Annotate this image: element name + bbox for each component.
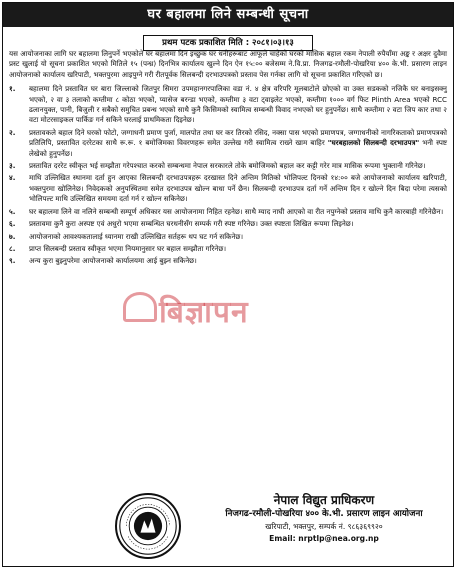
list-item (9, 161, 447, 171)
seal-graphic (117, 495, 179, 557)
subtitle-wrap (3, 30, 453, 46)
item-text: माथि उल्लिखित स्थानमा दर्ता हुन आएका सिलबन्दी दरभाउपत्रहरू दरखास्त दिने अन्तिम मितिको भोलिपल्ट दिनको १४:०० बजे आयोजनाको कार्यालय खरिपाटी, भक्तपुरमा खोलिनेछ। निवेदकको अनुपस्थितमा समेत दरभाउपत्र खोल्न बाधा पर्ने छैन। सिलबन्दी दरभाउपत्र दर्ता गर्ने अन्तिम दिन र खोल्ने दिन बिदा परेमा त्यसको भोलिपल्ट माथि उल्लिखित समयमा दर्ता गर्न र खोल्न सकिनेछ। (29, 173, 447, 204)
conditions-list (3, 84, 453, 267)
notice (2, 2, 454, 567)
list-item (9, 256, 447, 266)
contact-email: Email: nrptlp@nea.org.np (269, 534, 379, 543)
item-number: ६. (9, 219, 16, 229)
item-text: प्राप्त सिलबन्दी प्रस्ताव स्वीकृत भएमा नियमानुसार घर बहाल सम्झौता गरिनेछ। (29, 243, 227, 253)
list-item (9, 173, 447, 204)
list-item (9, 219, 447, 229)
item-text: प्रस्तावकले बहाल दिने घरको फोटो, जग्गाधनी प्रमाण पुर्जा, मालपोत तथा घर कर तिरको रसिद, नक्सा पास भएको प्रमाणपत्र, जग्गाधनीको नागरिकताको प्रमाणपत्रको प्रतिलिपि, प्रस्तावित दररेटका साथै रू.रू. १ बमोजिमका विवरणहरू समेत उल्लेख गरी स्वामित्व राख्ने खाम बाहिर (29, 127, 447, 148)
item-text-tail: भनी स्पष्ट लेखेको हुनुपर्नेछ। (29, 138, 447, 158)
item-number: ८. (9, 243, 16, 253)
organization-name: नेपाल विद्युत प्राधिकरण (273, 493, 375, 507)
item-text: आयोजनाको आवश्यकतालाई ध्यानमा राखी उल्लिखित सर्तहरू थप घट गर्न सकिनेछ। (29, 231, 244, 241)
office-address: खरिपाटी, भक्तपुर, सम्पर्क नं. ९८६३६९९२० (265, 522, 383, 531)
notice-title: घर बहालमा लिने सम्बन्धी सूचना (3, 3, 453, 27)
item-number: ४. (9, 173, 16, 183)
watermark: बिज्ञापन (159, 295, 249, 330)
item-text: प्रस्तावमा कुनै कुरा अस्पष्ट एवं अधुरो भएमा सम्बन्धित घरधनीसँग सम्पर्क गरी स्पष्ट गरिनेछ। उक्त स्पष्टता लिखित रूपमा लिइनेछ। (29, 219, 354, 229)
watermark-logo-icon (123, 292, 157, 322)
item-number: ९. (9, 256, 16, 266)
item-text: प्रस्तावित दररेट स्वीकृत भई सम्झौता गरेपश्चात करको सम्बन्धमा नेपाल सरकारले तोके बमोजिमको बहाल कर कट्टी गरेर मात्र मासिक रूपमा भुक्तानी गरिनेछ। (29, 161, 426, 171)
list-item (9, 84, 447, 126)
item-bold-label: "घरबहालको सिलबन्दी दरभाउपत्र" (327, 138, 420, 148)
project-name: निजगढ-रमौली-पोखरिया ४०० के.भी. प्रसारण लाइन आयोजना (225, 509, 423, 519)
item-text: घर बहालमा लिने वा नलिने सम्बन्धी सम्पूर्ण अधिकार यस आयोजनामा निहित रहनेछ। साथै म्याद नाघी आएको वा रीत नपुग्नेको प्रस्ताव माथि कुनै कारबाही गरिनेछैन। (29, 206, 444, 216)
list-item (9, 244, 447, 254)
list-item (9, 207, 447, 217)
item-text: अन्य कुरा बुझ्नुपरेमा आयोजनाको कार्यालयमा आई बुझ्न सकिनेछ। (29, 256, 197, 266)
item-number: १. (9, 84, 16, 94)
nea-seal-icon (115, 493, 181, 559)
footer (3, 491, 453, 567)
item-text: बहालमा दिने प्रस्तावित घर बारा जिल्लाको जितपुर सिमरा उपमहानगरपालिका वडा नं. ४ क्षेत्र वरिपरि मूलबाटोले छोएको वा उक्त सडकको नजिकै घर बनाइसक्नु भएको, २ वा ३ तलाको कम्तीमा ८ कोठा भएको, प्यासेज बरन्डा भएको, कम्तीमा ३ वटा ट्वाइलेट भएको, कम्तीमा १००० वर्ग फिट Plinth Area भएको RCC ढलानयुक्त, पानी, बिजुली र सबैको समुचित प्रबन्ध भएको साथै कुनै किसिमको स्वामित्व सम्बन्धी विवाद नभएको घर हुनुपर्नेछ। साथै कम्तीमा २ वटा जिप कार तथा २ वटा मोटरसाइकल पार्किङ गर्न सकिने घरलाई प्राथमिकता दिइनेछ। (29, 84, 447, 125)
intro-paragraph: यस आयोजनाका लागि घर बहालमा लिनुपर्ने भएकोले घर बहालमा दिन इच्छुक घर धनीहरूबाट आफूले चाहेको घरको मासिक बहाल रकम नेपाली रुपैयाँमा अङ्क र अक्षर दुवैमा प्रस्ट खुलाई यो सूचना प्रकाशित भएको मितिले १५ (पन्ध्र) दिनभित्र कार्यालय खुल्ने दिन ऐन १५:०० बजेसम्म ने.वि.प्रा. निजगढ-रमौली-पोखरिया ४०० के.भी. प्रसारण लाइन आयोजनाको कार्यालय खरिपाटी, भक्तपुरमा आइपुग्ने गरी रीतपूर्वक सिलबन्दी दरभाउपत्रको प्रस्ताव पेस गर्नका लागि यो सूचना प्रकाशित गरिएको छ। (9, 49, 447, 79)
item-number: ५. (9, 206, 16, 216)
item-number: ३. (9, 161, 16, 171)
publish-date: प्रथम पटक प्रकाशित मिति : २०८१।०३।१३ (143, 35, 313, 51)
list-item (9, 232, 447, 242)
organization-block (193, 493, 454, 545)
list-item (9, 128, 447, 159)
item-number: २. (9, 127, 16, 137)
item-text-wrap (29, 128, 447, 159)
item-number: ७. (9, 231, 16, 241)
